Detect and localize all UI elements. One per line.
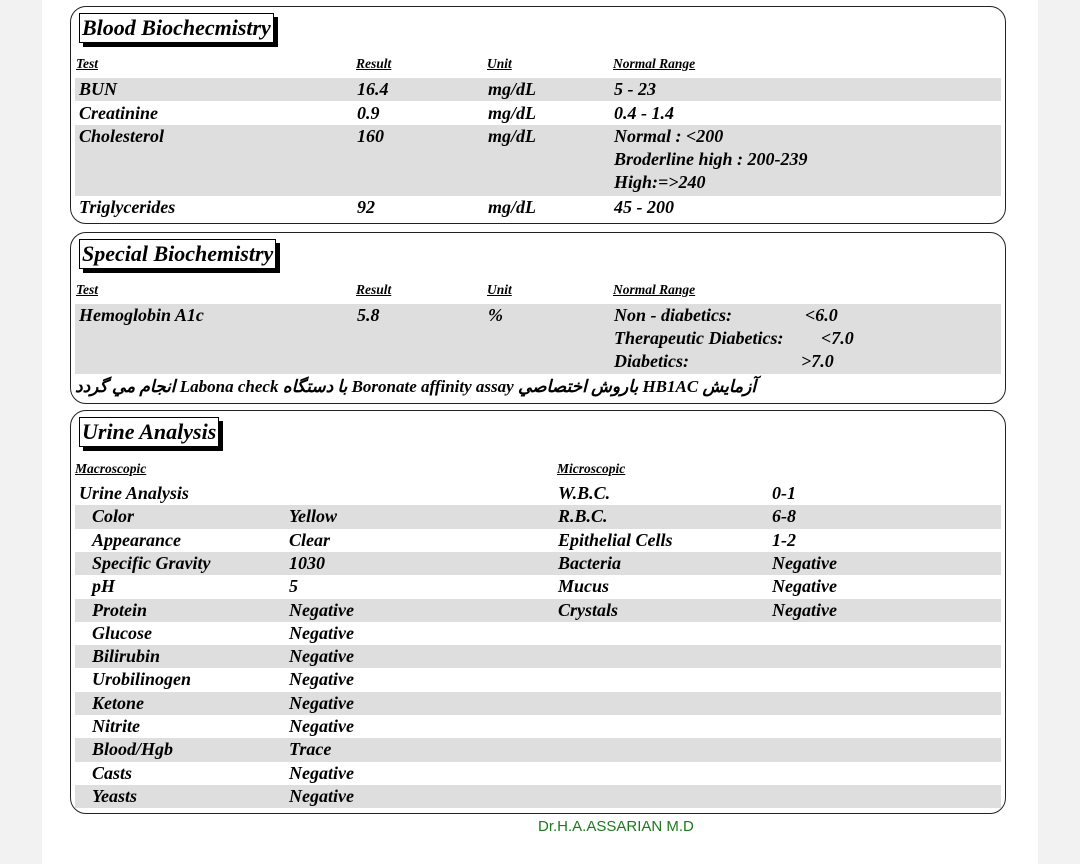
macro-test-value: Negative <box>289 646 354 667</box>
table-row <box>75 552 1001 575</box>
macro-test-name: Casts <box>92 762 133 783</box>
header-result: Result <box>356 282 392 297</box>
blood-biochemistry-panel <box>70 6 1006 224</box>
range-label: Diabetics: <box>614 351 689 371</box>
test-range: 45 - 200 <box>614 197 674 217</box>
macro-test-name: Glucose <box>92 622 152 643</box>
macro-test-value: Negative <box>289 669 354 690</box>
micro-test-value: Negative <box>772 576 837 597</box>
macro-test-value: Negative <box>289 762 354 783</box>
micro-test-name: W.B.C. <box>558 483 611 503</box>
range-label: Non - diabetics: <box>614 305 732 325</box>
header-result: Result <box>356 56 392 71</box>
table-row <box>75 304 1001 374</box>
range-value: <6.0 <box>805 305 838 325</box>
test-range: 0.4 - 1.4 <box>614 103 674 123</box>
macro-group-label: Urine Analysis <box>79 483 189 503</box>
test-unit: mg/dL <box>488 126 536 146</box>
table-row <box>75 125 1001 196</box>
micro-test-value: 1-2 <box>772 529 796 550</box>
header-unit: Unit <box>487 282 512 297</box>
micro-test-value: Negative <box>772 599 837 620</box>
macro-test-value: Negative <box>289 599 354 620</box>
method-note: آزمایش HB1AC باروش اختصاصي Boronate affinity assay با دستگاه Labona check انجام مي گردد <box>75 377 757 396</box>
macro-test-name: Protein <box>92 599 148 620</box>
test-result: 92 <box>357 197 375 217</box>
test-result: 160 <box>357 126 384 146</box>
header-range: Normal Range <box>613 56 696 71</box>
section-title: Blood Biochecmistry <box>79 13 274 43</box>
test-result: 5.8 <box>357 305 380 325</box>
test-name: BUN <box>79 79 118 99</box>
table-row <box>75 645 1001 668</box>
macro-test-value: Clear <box>289 529 331 550</box>
urine-analysis-panel <box>70 410 1006 814</box>
table-row <box>75 738 1001 761</box>
macro-test-name: Ketone <box>92 692 144 713</box>
macro-test-name: Color <box>92 506 135 527</box>
header-unit: Unit <box>487 56 512 71</box>
table-row <box>75 529 1001 552</box>
test-name: Cholesterol <box>79 126 165 146</box>
test-range: Broderline high : 200-239 <box>614 149 808 169</box>
table-row <box>75 668 1001 691</box>
table-row <box>75 575 1001 598</box>
range-value: >7.0 <box>801 351 834 371</box>
micro-test-name: R.B.C. <box>558 506 608 527</box>
doctor-signature: Dr.H.A.ASSARIAN M.D <box>538 818 694 835</box>
table-row <box>75 482 1001 505</box>
macro-test-name: Specific Gravity <box>92 552 211 573</box>
header-range: Normal Range <box>613 282 696 297</box>
micro-test-name: Crystals <box>558 599 619 620</box>
macro-test-name: Blood/Hgb <box>92 739 174 760</box>
table-row <box>75 785 1001 808</box>
test-unit: % <box>488 305 503 325</box>
micro-test-value: Negative <box>772 552 837 573</box>
micro-test-value: 6-8 <box>772 506 796 527</box>
table-row <box>75 762 1001 785</box>
range-value: <7.0 <box>821 328 854 348</box>
macro-test-name: Yeasts <box>92 785 137 806</box>
test-range: High:=>240 <box>614 172 706 192</box>
macro-test-name: Urobilinogen <box>92 669 192 690</box>
section-title: Urine Analysis <box>79 417 219 447</box>
table-row <box>75 196 1001 219</box>
macro-test-value: Yellow <box>289 506 337 527</box>
header-macroscopic: Macroscopic <box>75 461 147 476</box>
table-row <box>75 102 1001 125</box>
table-row <box>75 78 1001 101</box>
test-name: Triglycerides <box>79 197 176 217</box>
special-biochemistry-panel <box>70 232 1006 404</box>
macro-test-value: Negative <box>289 692 354 713</box>
range-label: Therapeutic Diabetics: <box>614 328 784 348</box>
micro-test-name: Epithelial Cells <box>558 529 673 550</box>
micro-test-name: Mucus <box>558 576 610 597</box>
header-test: Test <box>76 282 99 297</box>
test-range: Normal : <200 <box>614 126 724 146</box>
test-unit: mg/dL <box>488 197 536 217</box>
test-name: Creatinine <box>79 103 159 123</box>
test-name: Hemoglobin A1c <box>79 305 204 325</box>
test-range: 5 - 23 <box>614 79 656 99</box>
header-microscopic: Microscopic <box>557 461 626 476</box>
macro-test-name: Bilirubin <box>92 646 161 667</box>
table-row <box>75 715 1001 738</box>
macro-test-value: 1030 <box>289 552 325 573</box>
table-row <box>75 692 1001 715</box>
macro-test-name: Appearance <box>92 529 181 550</box>
macro-test-value: Trace <box>289 739 332 760</box>
macro-test-value: Negative <box>289 622 354 643</box>
macro-test-value: Negative <box>289 785 354 806</box>
section-title: Special Biochemistry <box>79 239 276 269</box>
test-result: 0.9 <box>357 103 380 123</box>
macro-test-value: Negative <box>289 716 354 736</box>
header-test: Test <box>76 56 99 71</box>
macro-test-value: 5 <box>289 576 298 597</box>
test-unit: mg/dL <box>488 103 536 123</box>
micro-test-name: Bacteria <box>558 552 621 573</box>
test-result: 16.4 <box>357 79 389 99</box>
macro-test-name: Nitrite <box>92 716 140 736</box>
macro-test-name: pH <box>92 576 116 597</box>
table-row <box>75 599 1001 622</box>
table-row <box>75 505 1001 528</box>
table-row <box>75 622 1001 645</box>
micro-test-value: 0-1 <box>772 483 796 503</box>
test-unit: mg/dL <box>488 79 536 99</box>
